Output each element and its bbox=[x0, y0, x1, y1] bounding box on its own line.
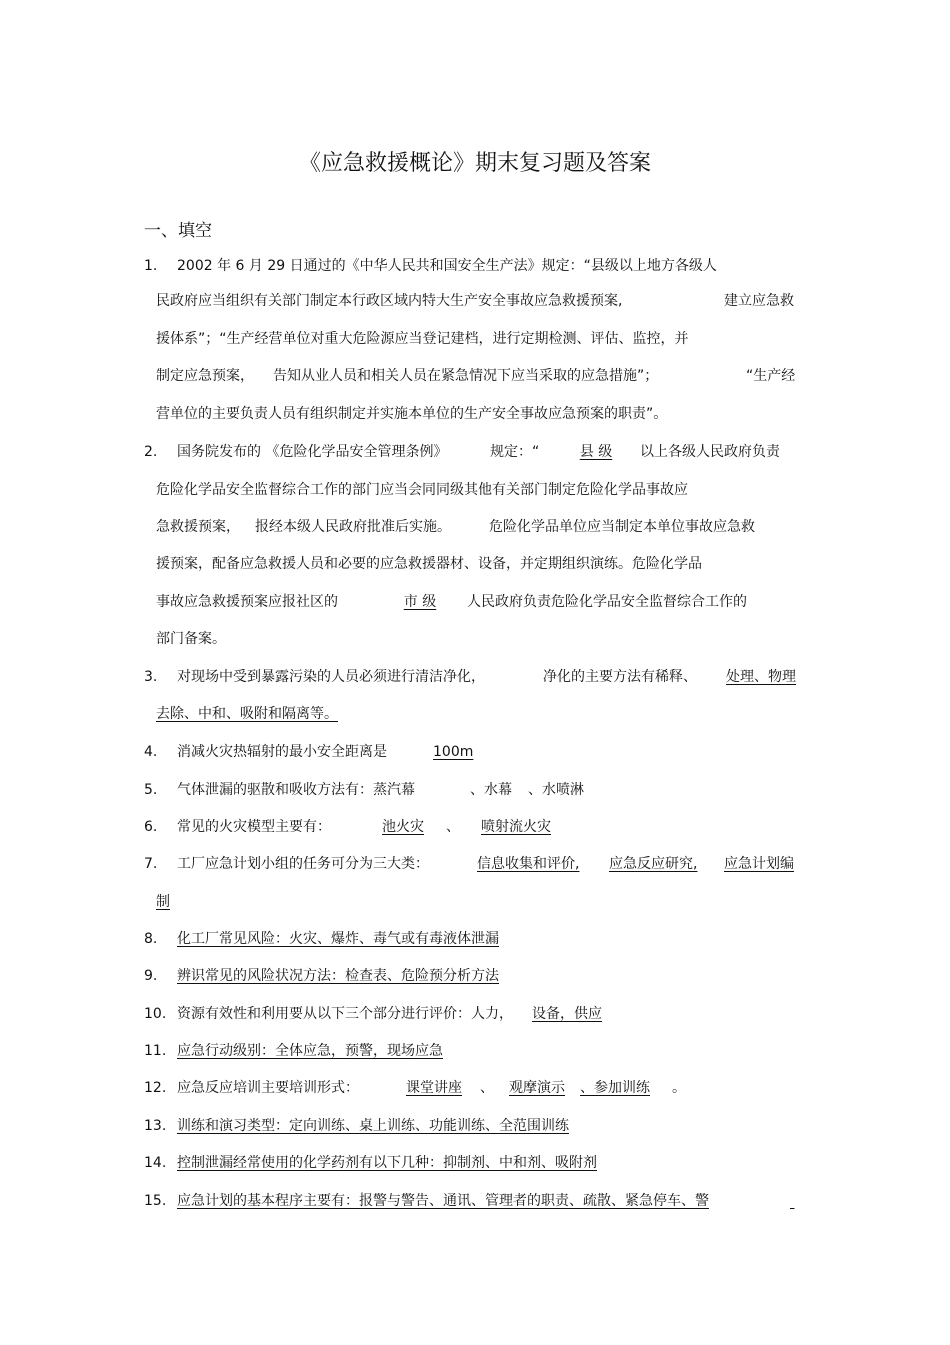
q1-line-1: 2002 年 6 月 29 日通过的《中华人民共和国安全生产法》规定：“县级以上地方各级人 bbox=[177, 258, 717, 274]
document-title: 《应急救援概论》期末复习题及答案 bbox=[298, 151, 651, 176]
q8-text: 化工厂常见风险：火灾、爆炸、毒气或有毒液体泄漏 bbox=[177, 931, 499, 947]
q2-line-1b: 规定：“ bbox=[490, 444, 540, 460]
q7-answer-3: 应急计划编 bbox=[724, 856, 794, 872]
q2-line-5a: 事故应急救援预案应报社区的 bbox=[156, 594, 338, 610]
q12-answer-2: 观摩演示 bbox=[509, 1080, 565, 1096]
question-number: 14. bbox=[144, 1155, 167, 1171]
q13-text: 训练和演习类型：定向训练、桌上训练、功能训练、全范围训练 bbox=[177, 1118, 569, 1134]
q9-text: 辨识常见的风险状况方法：检查表、危险预分析方法 bbox=[177, 968, 499, 984]
q2-line-4: 援预案，配备应急救援人员和必要的应急救援器材、设备，并定期组织演练。危险化学品 bbox=[156, 556, 702, 572]
question-number: 2. bbox=[144, 444, 158, 460]
q1-line-2a: 民政府应当组织有关部门制定本行政区域内特大生产安全事故应急救援预案, bbox=[156, 293, 623, 309]
q3-line-1b: 净化的主要方法有稀释、 bbox=[543, 669, 697, 685]
question-number: 6. bbox=[144, 819, 158, 835]
q1-line-5: 营单位的主要负责人员有组织制定并实施本单位的生产安全事故应急预案的职责”。 bbox=[156, 406, 668, 422]
q12-separator-1: 、 bbox=[480, 1080, 494, 1096]
q2-line-2: 危险化学品安全监督综合工作的部门应当会同同级其他有关部门制定危险化学品事故应 bbox=[156, 482, 688, 498]
section-heading-fill-in: 一、填空 bbox=[144, 221, 212, 241]
q1-line-4c: “生产经 bbox=[746, 368, 796, 384]
q12-text: 应急反应培训主要培训形式： bbox=[177, 1080, 359, 1096]
q2-line-1d: 以上各级人民政府负责 bbox=[640, 444, 780, 460]
q2-line-1a: 国务院发布的 《危险化学品安全管理条例》 bbox=[177, 444, 448, 460]
q15-text: 应急计划的基本程序主要有：报警与警告、通讯、管理者的职责、疏散、紧急停车、警 bbox=[177, 1193, 709, 1209]
q1-line-3: 援体系”；“生产经营单位对重大危险源应当登记建档，进行定期检测、评估、监控，并 bbox=[156, 331, 689, 347]
q1-line-2b: 建立应急救 bbox=[724, 293, 794, 309]
q11-text: 应急行动级别：全体应急，预警，现场应急 bbox=[177, 1043, 443, 1059]
q5-answer-3: 、水喷淋 bbox=[528, 782, 584, 798]
question-number: 5. bbox=[144, 782, 158, 798]
q2-line-3b: 报经本级人民政府批准后实施。 bbox=[255, 519, 451, 535]
q7-line-2: 制 bbox=[156, 894, 170, 910]
q3-line-2: 去除、中和、吸附和隔离等。 bbox=[156, 706, 338, 722]
q2-line-5c: 人民政府负责危险化学品安全监督综合工作的 bbox=[467, 594, 747, 610]
q6-answer-1: 池火灾 bbox=[382, 819, 424, 835]
q5-answer-2: 、水幕 bbox=[470, 782, 512, 798]
question-number: 7. bbox=[144, 856, 158, 872]
q14-text: 控制泄漏经常使用的化学药剂有以下几种：抑制剂、中和剂、吸附剂 bbox=[177, 1155, 597, 1171]
q2-answer-county: 县 级 bbox=[579, 444, 613, 460]
question-number: 3. bbox=[144, 669, 158, 685]
question-number: 13. bbox=[144, 1118, 167, 1134]
q7-text: 工厂应急计划小组的任务可分为三大类： bbox=[177, 856, 429, 872]
q10-text: 资源有效性和利用要从以下三个部分进行评价：人力， bbox=[177, 1006, 513, 1022]
q6-answer-2: 喷射流火灾 bbox=[481, 819, 551, 835]
q2-line-3c: 危险化学品单位应当制定本单位事故应急救 bbox=[489, 519, 755, 535]
question-number: 15. bbox=[144, 1193, 167, 1209]
q6-separator: 、 bbox=[446, 819, 460, 835]
question-number: 8. bbox=[144, 931, 158, 947]
q12-answer-3: 、参加训练 bbox=[580, 1080, 650, 1096]
question-number: 11. bbox=[144, 1043, 167, 1059]
question-number: 1. bbox=[144, 258, 158, 274]
q7-answer-1: 信息收集和评价, bbox=[477, 856, 580, 872]
q10-answer: 设备，供应 bbox=[532, 1006, 602, 1022]
q1-line-4b: 告知从业人员和相关人员在紧急情况下应当采取的应急措施”； bbox=[273, 368, 659, 384]
q4-text: 消减火灾热辐射的最小安全距离是 bbox=[177, 744, 387, 760]
q2-line-3a: 急救援预案， bbox=[156, 519, 240, 535]
question-number: 4. bbox=[144, 744, 158, 760]
q3-line-1a: 对现场中受到暴露污染的人员必须进行清洁净化， bbox=[177, 669, 485, 685]
question-number: 12. bbox=[144, 1080, 167, 1096]
question-number: 10. bbox=[144, 1006, 167, 1022]
q5-text: 气体泄漏的驱散和吸收方法有：蒸汽幕 bbox=[177, 782, 415, 798]
q2-answer-city: 市 级 bbox=[403, 594, 437, 610]
q12-answer-1: 课堂讲座 bbox=[406, 1080, 462, 1096]
q12-end: 。 bbox=[672, 1080, 686, 1096]
question-number: 9. bbox=[144, 968, 158, 984]
q2-line-6: 部门备案。 bbox=[156, 631, 226, 647]
q3-line-1c: 处理、物理 bbox=[726, 669, 796, 685]
q7-answer-2: 应急反应研究, bbox=[609, 856, 698, 872]
q4-answer: 100m bbox=[433, 744, 474, 760]
q15-blank bbox=[790, 1192, 806, 1210]
q6-text: 常见的火灾模型主要有： bbox=[177, 819, 331, 835]
q1-line-4a: 制定应急预案， bbox=[156, 368, 254, 384]
